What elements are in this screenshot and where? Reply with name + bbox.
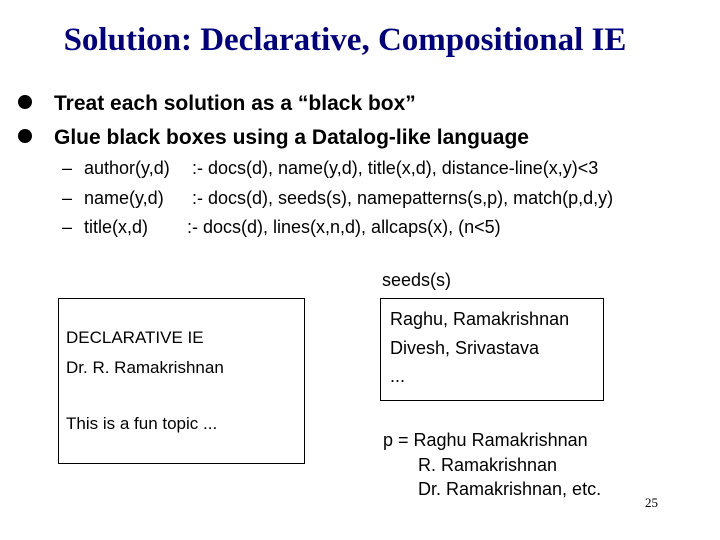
document-box	[58, 298, 305, 464]
pattern-line: R. Ramakrishnan	[418, 455, 558, 475]
bullet-black-box	[18, 92, 416, 116]
rule-head: author(y,d)	[84, 158, 170, 178]
page-number: 25	[645, 495, 658, 510]
bullet-text: Glue black boxes using a Datalog-like language	[54, 126, 529, 149]
rule-author	[62, 158, 598, 179]
seed-item: Divesh, Srivastava	[390, 338, 540, 358]
rule-title	[62, 217, 501, 238]
pattern-line: Dr. Ramakrishnan, etc.	[418, 479, 602, 499]
rule-head: name(y,d)	[84, 188, 164, 208]
dash-icon: –	[62, 217, 73, 237]
bullet-dot-icon	[18, 95, 32, 109]
slide-title: Solution: Declarative, Compositional IE	[63, 22, 627, 58]
bullet-glue	[18, 126, 529, 150]
document-body: This is a fun topic ...	[66, 414, 218, 433]
bullet-text: Treat each solution as a “black box”	[54, 92, 416, 115]
seed-item: ...	[390, 366, 406, 386]
rule-body: :- docs(d), seeds(s), namepatterns(s,p), match(p,d,y)	[192, 188, 614, 208]
bullet-dot-icon	[18, 129, 32, 143]
dash-icon: –	[62, 188, 73, 208]
seeds-label: seeds(s)	[382, 270, 452, 290]
dash-icon: –	[62, 158, 73, 178]
rule-body: :- docs(d), lines(x,n,d), allcaps(x), (n<5)	[187, 217, 501, 237]
rule-name	[62, 188, 613, 209]
document-title: DECLARATIVE IE	[66, 328, 204, 347]
rule-body: :- docs(d), name(y,d), title(x,d), distance-line(x,y)<3	[192, 158, 599, 178]
seed-item: Raghu, Ramakrishnan	[390, 309, 570, 329]
pattern-line: p = Raghu Ramakrishnan	[383, 430, 588, 450]
rule-head: title(x,d)	[84, 217, 149, 237]
document-author: Dr. R. Ramakrishnan	[66, 358, 224, 377]
